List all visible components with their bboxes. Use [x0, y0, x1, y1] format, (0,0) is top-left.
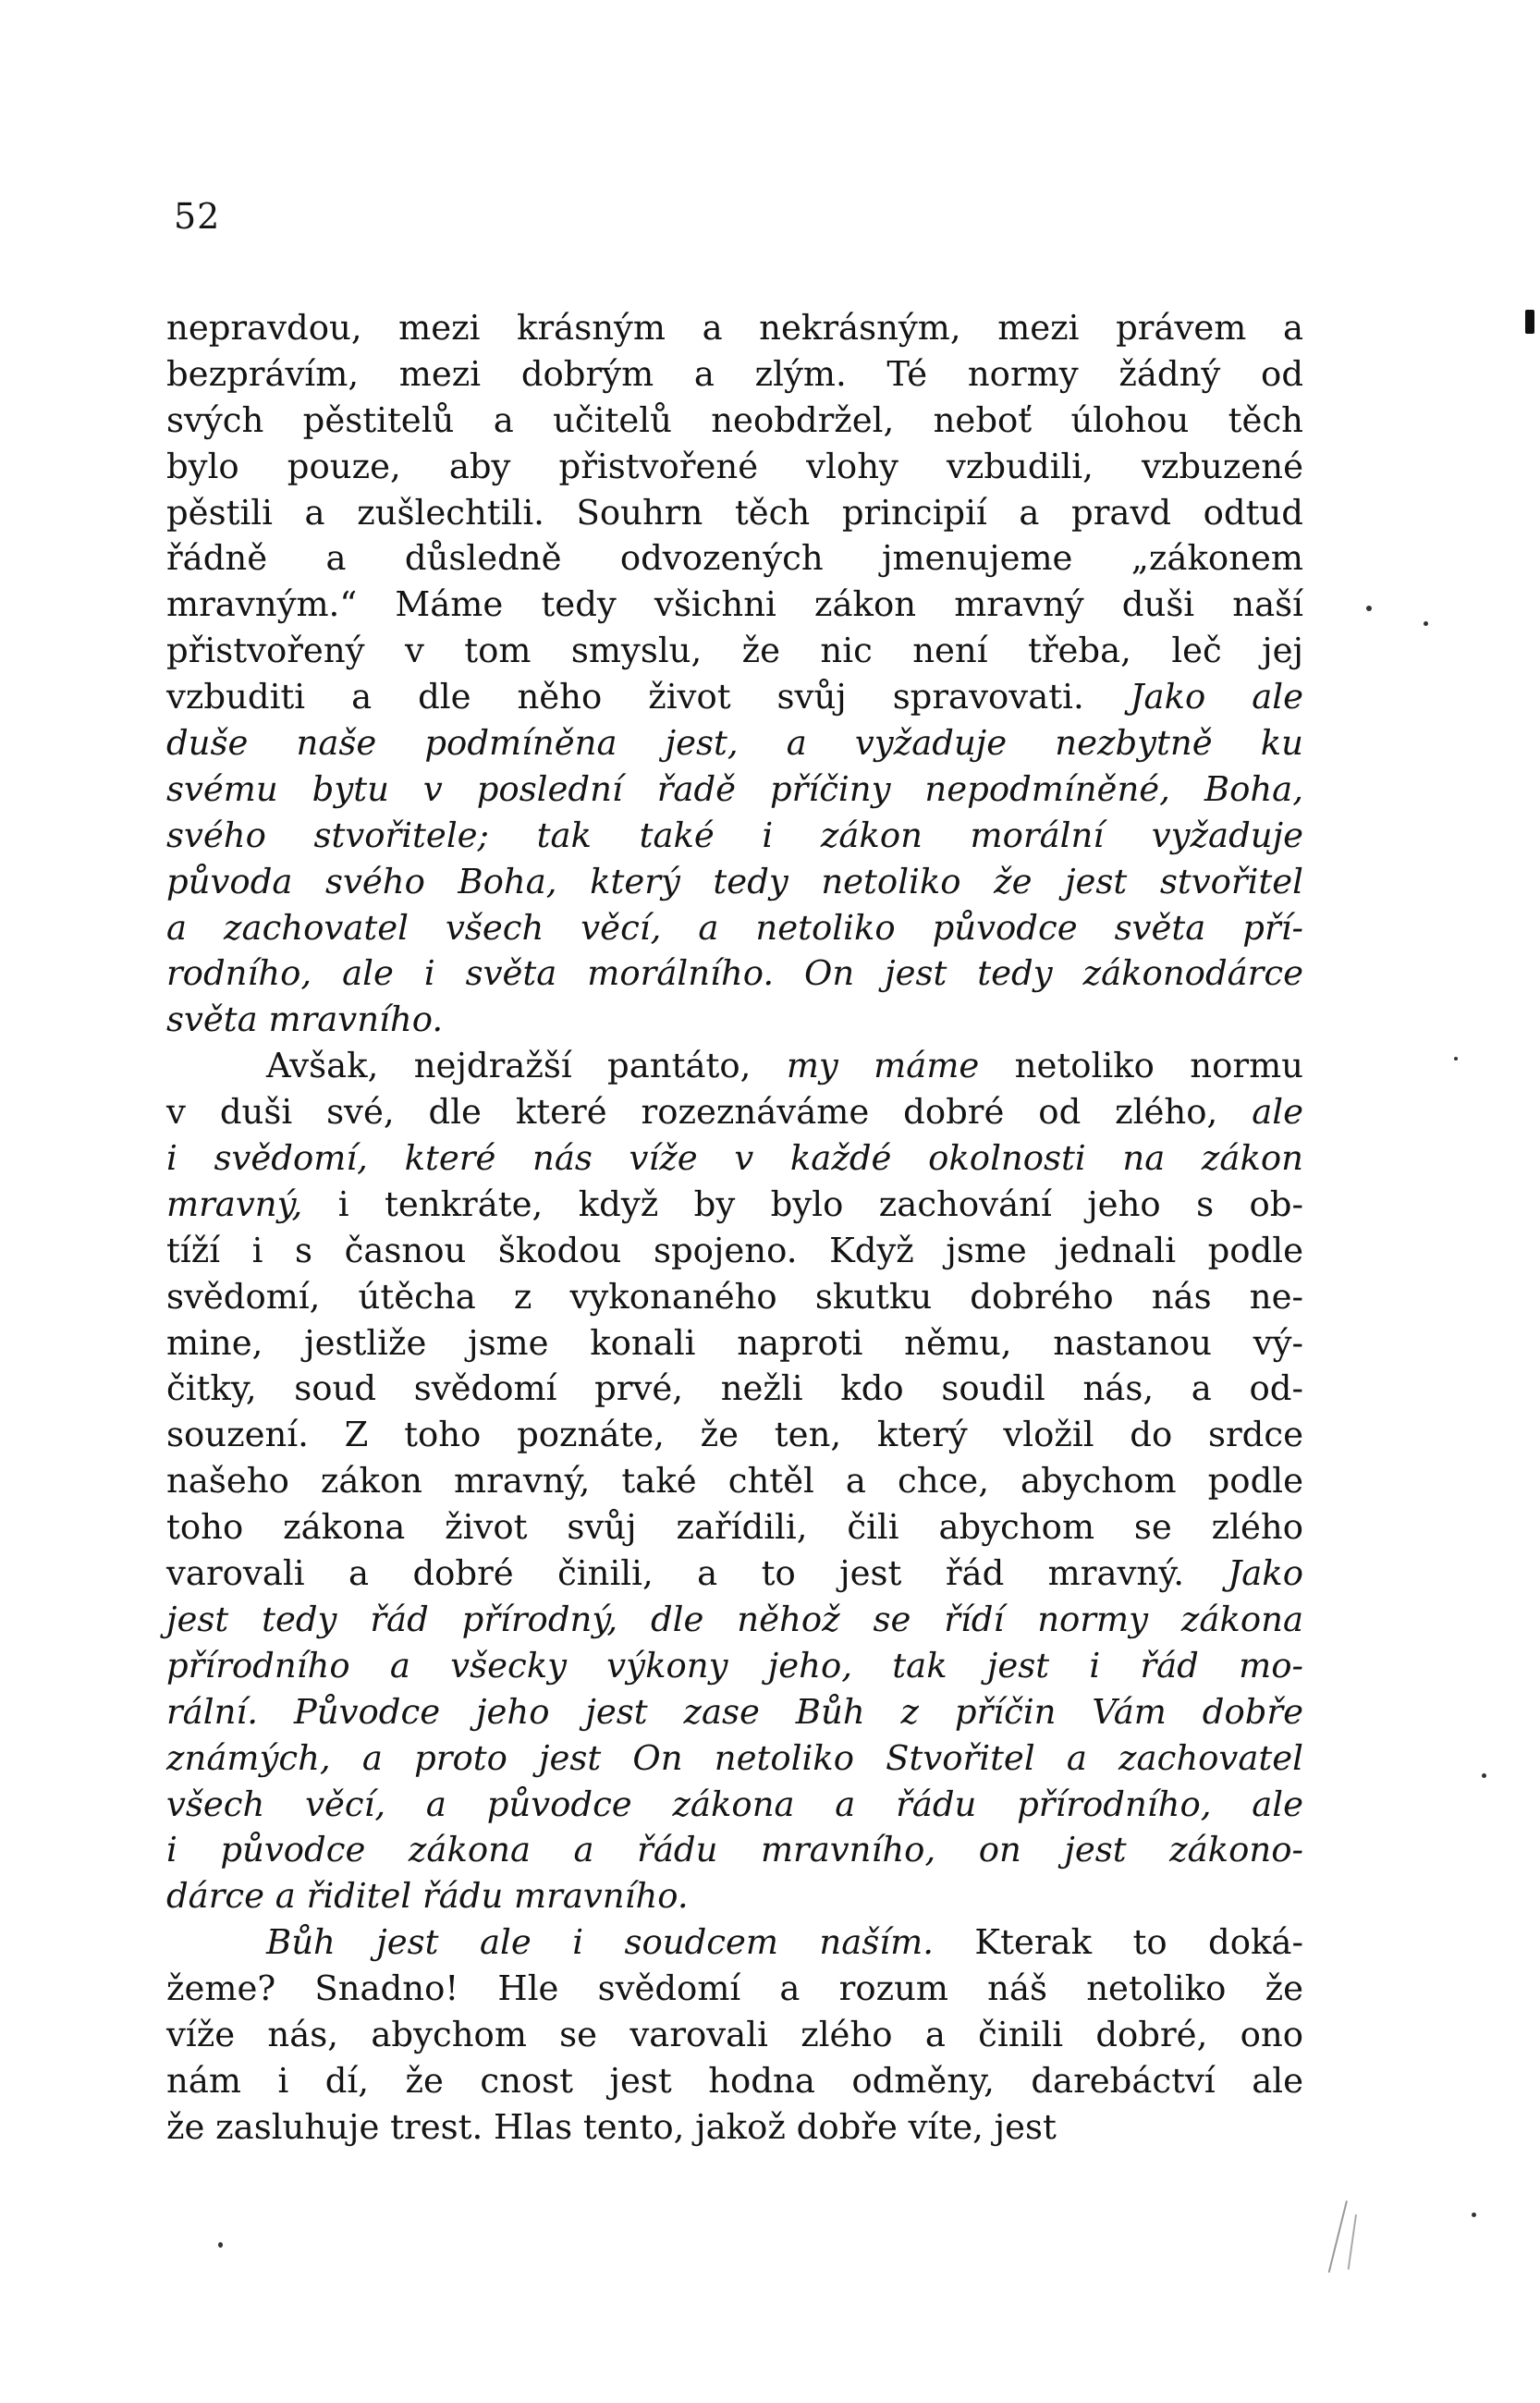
- ink-speck: [1525, 310, 1534, 334]
- italic-run: rodního, ale i světa morálního. On jest tedy zákonodárce: [166, 953, 1303, 994]
- text-line: [166, 1782, 1303, 1828]
- text-run: svých pěstitelů a učitelů neobdržel, neboť úlohou těch: [166, 399, 1303, 440]
- ink-speck: [1482, 1773, 1486, 1778]
- italic-run: Bůh jest ale i soudcem naším.: [266, 1922, 934, 1963]
- italic-run: Jako ale: [1130, 677, 1303, 717]
- text-line: [166, 2058, 1303, 2104]
- text-line: [166, 305, 1303, 351]
- italic-run: známých, a proto jest On netoliko Stvořitel a zachovatel: [166, 1737, 1303, 1778]
- text-line: [166, 1919, 1303, 1966]
- text-line: [166, 490, 1303, 536]
- text-run: tíží i s časnou škodou spojeno. Když jsme jednali podle: [166, 1230, 1303, 1270]
- text-run: pěstili a zušlechtili. Souhrn těch principií a pravd odtud: [166, 492, 1303, 533]
- text-line: [166, 2012, 1303, 2058]
- text-line: [166, 997, 1303, 1043]
- text-line: [166, 1043, 1303, 1089]
- italic-run: duše naše podmíněna jest, a vyžaduje nezbytně ku: [166, 723, 1303, 764]
- text-run: svědomí, útěcha z vykonaného skutku dobrého nás ne-: [166, 1276, 1303, 1317]
- italic-run: svého stvořitele; tak také i zákon morální vyžaduje: [166, 815, 1303, 855]
- text-line: [166, 766, 1303, 813]
- body-text: [166, 305, 1303, 2151]
- text-run: přistvořený v tom smyslu, že nic není třeba, leč jej: [166, 631, 1303, 671]
- text-run: mine, jestliže jsme konali naproti němu, nastanou vý-: [166, 1322, 1303, 1363]
- text-line: [166, 1551, 1303, 1597]
- text-line: [166, 1735, 1303, 1782]
- italic-run: dárce a řiditel řádu mravního.: [166, 1876, 689, 1917]
- text-line: [166, 1274, 1303, 1320]
- ink-speck: [1424, 621, 1428, 626]
- text-line: [166, 1320, 1303, 1367]
- text-line: [166, 674, 1303, 720]
- text-line: [166, 1504, 1303, 1551]
- text-line: [166, 1412, 1303, 1458]
- text-line: [166, 1597, 1303, 1643]
- text-run: souzení. Z toho poznáte, že ten, který vložil do srdce: [166, 1415, 1303, 1455]
- text-run: bezprávím, mezi dobrým a zlým. Té normy žádný od: [166, 353, 1303, 394]
- text-line: [166, 444, 1303, 490]
- text-line: [166, 1827, 1303, 1873]
- italic-run: jest tedy řád přírodný, dle něhož se řídí normy zákona: [166, 1599, 1303, 1639]
- text-run: bylo pouze, aby přistvořené vlohy vzbudili, vzbuzené: [166, 446, 1303, 486]
- ink-speck: [1366, 606, 1372, 611]
- text-run: čitky, soud svědomí prvé, nežli kdo soudil nás, a od-: [166, 1368, 1303, 1409]
- italic-run: mravný,: [166, 1183, 303, 1224]
- text-line: [166, 582, 1303, 628]
- text-line: [166, 1873, 1303, 1919]
- page-edge-bottom: [0, 2386, 1540, 2403]
- text-line: [166, 1689, 1303, 1735]
- text-line: [166, 535, 1303, 582]
- paper-scratch: [1328, 2201, 1348, 2273]
- text-run: řádně a důsledně odvozených jmenujeme „zákonem: [166, 538, 1303, 579]
- text-line: [166, 1458, 1303, 1504]
- ink-speck: [1472, 2213, 1476, 2217]
- text-line: [166, 859, 1303, 905]
- italic-run: přírodního a všecky výkony jeho, tak jest i řád mo-: [166, 1645, 1303, 1686]
- italic-run: a zachovatel všech věcí, a netoliko původce světa pří-: [166, 907, 1303, 948]
- text-run: nepravdou, mezi krásným a nekrásným, mezi právem a: [166, 308, 1303, 348]
- text-run: Avšak, nejdražší pantáto,: [266, 1046, 787, 1086]
- italic-run: světa mravního.: [166, 999, 444, 1040]
- italic-run: všech věcí, a původce zákona a řádu přírodního, ale: [166, 1784, 1303, 1824]
- text-run: víže nás, abychom se varovali zlého a činili dobré, ono: [166, 2014, 1303, 2054]
- text-line: [166, 398, 1303, 444]
- page-edge-right: [1510, 0, 1540, 2403]
- text-run: varovali a dobré činili, a to jest řád mravný.: [166, 1553, 1228, 1594]
- italic-run: původa svého Boha, který tedy netoliko že jest stvořitel: [166, 861, 1303, 901]
- text-line: [166, 720, 1303, 766]
- text-line: [166, 1182, 1303, 1228]
- text-run: že zasluhuje trest. Hlas tento, jakož dobře víte, jest: [166, 2106, 1057, 2147]
- ink-speck: [218, 2242, 223, 2248]
- text-line: [166, 1643, 1303, 1689]
- text-line: [166, 1135, 1303, 1182]
- text-line: [166, 351, 1303, 398]
- paper-scratch: [1348, 2214, 1357, 2270]
- text-run: nám i dí, že cnost jest hodna odměny, darebáctví ale: [166, 2060, 1303, 2101]
- italic-run: my máme: [786, 1046, 980, 1086]
- text-run: toho zákona život svůj zařídili, čili abychom se zlého: [166, 1507, 1303, 1548]
- text-run: netoliko normu: [979, 1046, 1303, 1086]
- text-run: v duši své, dle které rozeznáváme dobré od zlého,: [166, 1092, 1253, 1133]
- text-line: [166, 1089, 1303, 1135]
- text-line: [166, 2104, 1303, 2151]
- italic-run: ale: [1252, 1092, 1303, 1133]
- text-line: [166, 1966, 1303, 2012]
- italic-run: Jako: [1228, 1553, 1303, 1594]
- text-run: i tenkráte, když by bylo zachování jeho s ob-: [302, 1183, 1303, 1224]
- italic-run: rální. Původce jeho jest zase Bůh z příčin Vám dobře: [166, 1691, 1303, 1732]
- text-line: [166, 1366, 1303, 1412]
- text-run: žeme? Snadno! Hle svědomí a rozum náš netoliko že: [166, 1968, 1303, 2009]
- text-line: [166, 950, 1303, 997]
- page-number: 52: [174, 196, 221, 237]
- italic-run: svému bytu v poslední řadě příčiny nepodmíněné, Boha,: [166, 768, 1303, 809]
- text-line: [166, 628, 1303, 674]
- text-line: [166, 905, 1303, 951]
- text-run: našeho zákon mravný, také chtěl a chce, abychom podle: [166, 1461, 1303, 1502]
- text-run: vzbuditi a dle něho život svůj spravovati.: [166, 677, 1131, 717]
- italic-run: i svědomí, které nás víže v každé okolnosti na zákon: [166, 1138, 1303, 1179]
- italic-run: i původce zákona a řádu mravního, on jest zákono-: [166, 1830, 1303, 1870]
- text-line: [166, 813, 1303, 859]
- text-line: [166, 1228, 1303, 1274]
- text-run: Kterak to doká-: [933, 1922, 1303, 1963]
- text-run: mravným.“ Máme tedy všichni zákon mravný duši naší: [166, 584, 1303, 625]
- ink-speck: [1454, 1057, 1458, 1061]
